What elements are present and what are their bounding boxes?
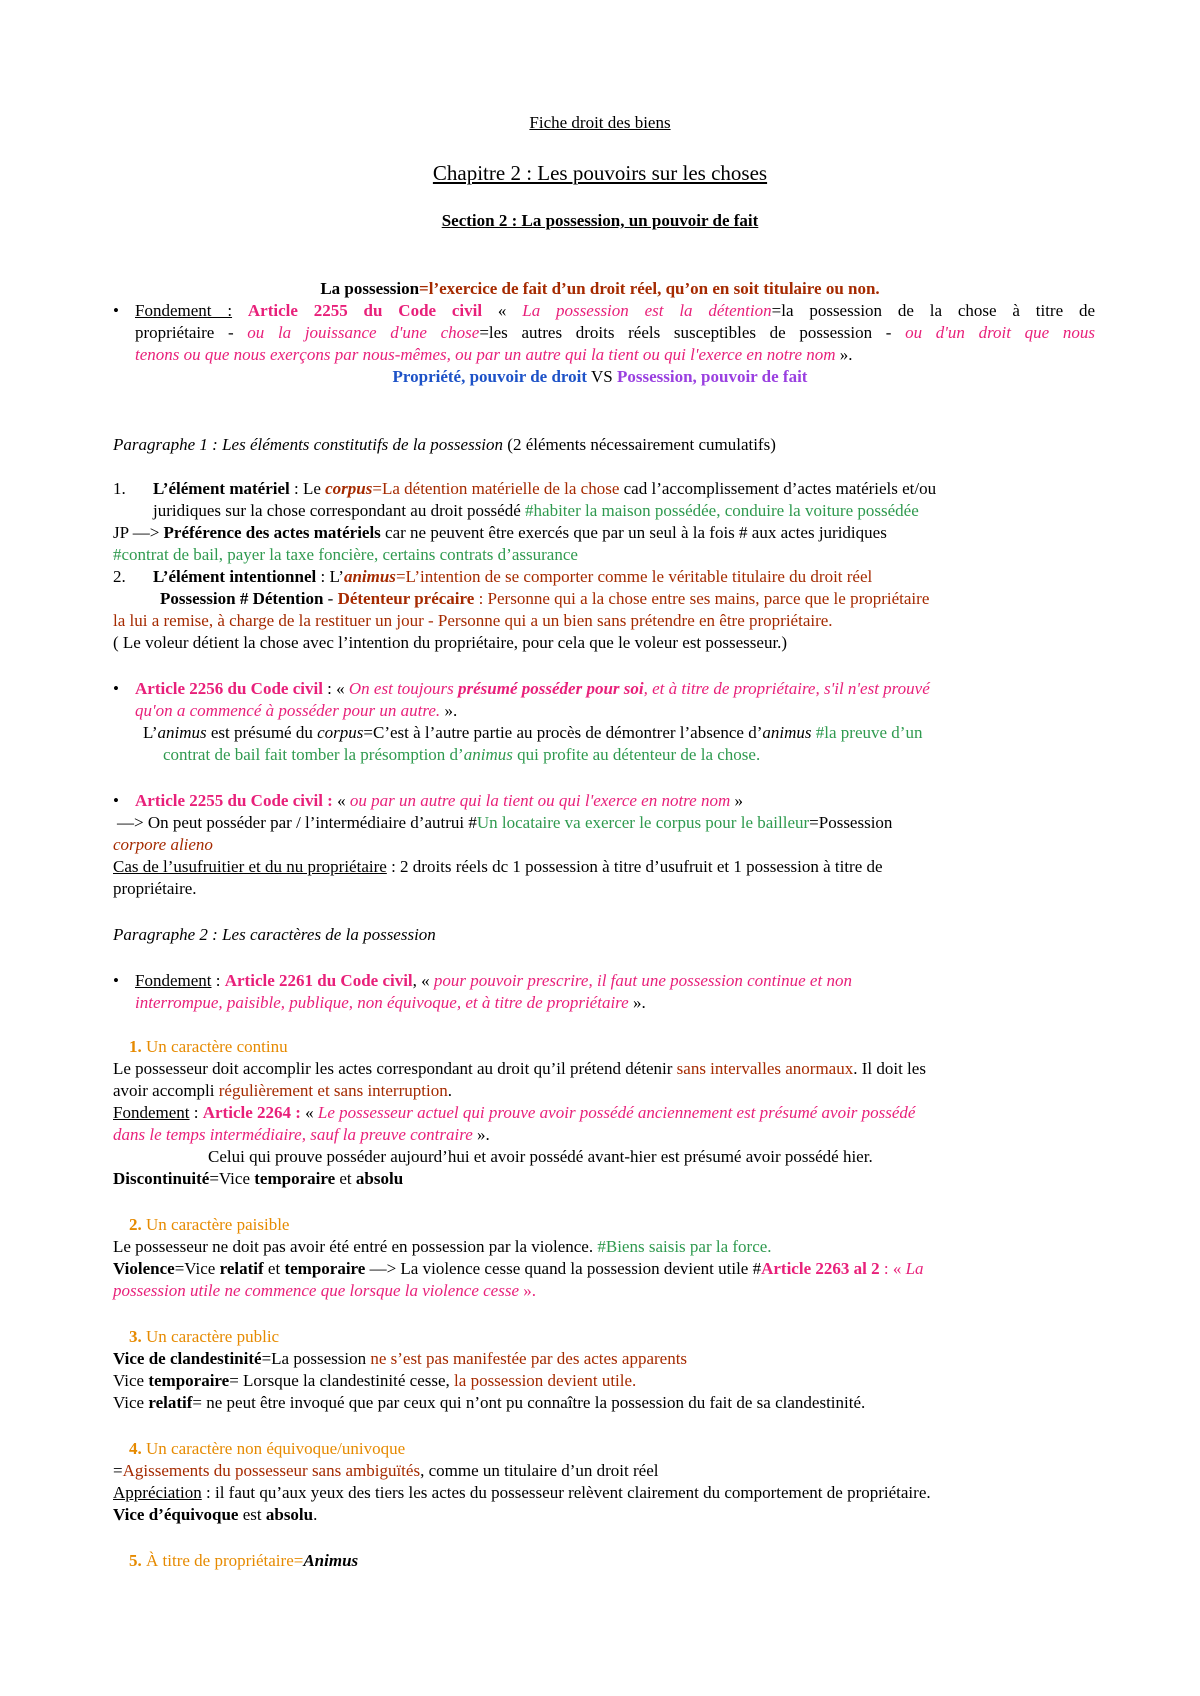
- text-line: [113, 790, 119, 812]
- text-run: ( Le voleur détient la chose avec l’intention du propriétaire, pour cela que le voleur est possesseur.): [113, 633, 788, 652]
- text-run: »: [730, 791, 743, 810]
- text-run: .: [447, 1081, 452, 1100]
- text-run: Paragraphe 1 : Les éléments constitutifs de la possession: [113, 435, 504, 454]
- text-run: La: [905, 1259, 924, 1278]
- text-line: [113, 522, 887, 544]
- text-run: VS: [587, 367, 617, 386]
- text-run: qui profite au détenteur de la chose.: [512, 745, 761, 764]
- text-run: La possession est la détention: [522, 301, 772, 320]
- text-run: 1.: [113, 479, 126, 498]
- text-run: Celui qui prouve posséder aujourd’hui et avoir possédé avant-hier est présumé avoir possédé hier.: [208, 1147, 873, 1166]
- text-run: la possession devient utile.: [454, 1371, 637, 1390]
- text-run: corpore alieno: [113, 835, 213, 854]
- text-run: L’élément matériel: [153, 479, 290, 498]
- text-run: ».: [472, 1125, 490, 1144]
- text-run: =Vice: [209, 1169, 255, 1188]
- text-line: [153, 566, 872, 588]
- text-run: corpus: [317, 723, 364, 742]
- text-run: Le possesseur doit accomplir les actes correspondant au droit qu’il prétend détenir: [113, 1059, 677, 1078]
- text-run: : il faut qu’aux yeux des tiers les actes du possesseur relèvent clairement du comportement de propriétaire.: [201, 1483, 931, 1502]
- text-run: Propriété, pouvoir de droit: [392, 367, 588, 386]
- text-run: et: [263, 1259, 285, 1278]
- text-run: présumé posséder pour soi: [458, 679, 644, 698]
- text-line: [113, 1124, 490, 1146]
- text-run: animus: [157, 723, 207, 742]
- text-run: temporaire: [148, 1371, 230, 1390]
- text-run: •: [113, 971, 119, 990]
- text-run: =La possession: [261, 1349, 371, 1368]
- text-line: [113, 1280, 536, 1302]
- text-run: Un caractère continu: [141, 1037, 288, 1056]
- text-run: ».: [519, 1281, 536, 1300]
- text-line: [0, 162, 1200, 184]
- text-run: , «: [412, 971, 434, 990]
- text-line: [129, 1214, 289, 1236]
- text-run: animus: [343, 567, 396, 586]
- text-line: [113, 1058, 926, 1080]
- text-run: Article 2255 du Code civil: [247, 301, 483, 320]
- text-run: 5.: [129, 1551, 142, 1570]
- text-run: cad l’accomplissement d’actes matériels et/ou: [619, 479, 937, 498]
- text-run: «: [482, 301, 523, 320]
- text-run: On est toujours: [348, 679, 458, 698]
- text-line: [129, 1550, 358, 1572]
- text-run: .: [313, 1505, 318, 1524]
- text-line: [113, 300, 119, 322]
- text-line: [113, 1504, 317, 1526]
- text-run: ».: [440, 701, 458, 720]
- text-run: propriétaire -: [135, 323, 248, 342]
- text-run: juridiques sur la chose correspondant au droit possédé: [153, 501, 526, 520]
- text-run: animus: [762, 723, 812, 742]
- text-run: car ne peuvent être exercés que par un seul à la fois # aux actes juridiques: [380, 523, 887, 542]
- text-line: [208, 1146, 873, 1168]
- text-run: : Personne qui a la chose entre ses mains, parce que le propriétaire: [474, 589, 930, 608]
- text-line: [160, 588, 929, 610]
- text-line: [113, 544, 578, 566]
- text-line: [135, 322, 1095, 344]
- text-run: absolu: [265, 1505, 314, 1524]
- text-run: •: [113, 791, 119, 810]
- text-run: avoir accompli: [113, 1081, 219, 1100]
- text-line: [129, 1326, 279, 1348]
- text-run: contrat de bail fait tomber la présomption d’: [163, 745, 464, 764]
- text-line: [113, 678, 119, 700]
- text-run: est présumé du: [206, 723, 318, 742]
- text-line: [143, 722, 922, 744]
- text-run: :: [189, 1103, 203, 1122]
- text-run: : L’: [316, 567, 344, 586]
- text-run: Article 2264 :: [202, 1103, 301, 1122]
- text-run: •: [113, 679, 119, 698]
- text-run: À titre de propriétaire=: [141, 1551, 304, 1570]
- text-line: [135, 300, 1095, 322]
- text-line: [113, 878, 197, 900]
- text-run: relatif: [219, 1259, 264, 1278]
- text-line: [135, 790, 743, 812]
- text-run: =les autres droits réels susceptibles de possession -: [479, 323, 906, 342]
- text-run: animus: [463, 745, 513, 764]
- text-line: [135, 992, 646, 1014]
- text-line: [135, 970, 852, 992]
- text-run: absolu: [355, 1169, 404, 1188]
- text-line: [113, 610, 833, 632]
- text-run: ou la jouissance d'une chose: [247, 323, 480, 342]
- text-run: =l’exercice de fait d’un droit réel, qu’on en soit titulaire ou non.: [419, 279, 880, 298]
- text-run: Vice: [113, 1371, 149, 1390]
- text-run: qu'on a commencé à posséder pour un autre.: [135, 701, 441, 720]
- text-line: [113, 1370, 636, 1392]
- text-line: [0, 278, 1200, 300]
- text-run: et: [335, 1169, 356, 1188]
- text-run: =: [113, 1461, 123, 1480]
- text-run: 3.: [129, 1327, 142, 1346]
- text-run: ».: [835, 345, 853, 364]
- text-run: Chapitre 2 : Les pouvoirs sur les choses: [432, 161, 768, 185]
- text-run: L’élément intentionnel: [153, 567, 317, 586]
- text-line: [0, 366, 1200, 388]
- text-run: ou par un autre qui la tient ou qui l'exerce en notre nom: [349, 791, 731, 810]
- text-run: =L’intention de se comporter comme le véritable titulaire du droit réel: [395, 567, 873, 586]
- text-run: relatif: [148, 1393, 193, 1412]
- text-run: , et à titre de propriétaire, s'il n'est prouvé: [643, 679, 930, 698]
- text-line: [129, 1036, 288, 1058]
- text-run: 2.: [113, 567, 126, 586]
- text-run: : Le: [289, 479, 326, 498]
- text-run: —> On peut posséder par / l’intermédiaire d’autrui #: [117, 813, 477, 832]
- text-run: Fondement :: [135, 301, 233, 320]
- text-run: corpus: [325, 479, 373, 498]
- text-run: Article 2263 al 2: [761, 1259, 880, 1278]
- text-run: : «: [879, 1259, 906, 1278]
- text-line: [113, 856, 883, 878]
- text-run: •: [113, 301, 119, 320]
- text-run: = ne peut être invoqué que par ceux qui n’ont pu connaître la possession du fait de sa clandestinité.: [192, 1393, 866, 1412]
- text-line: [135, 700, 457, 722]
- text-run: temporaire: [254, 1169, 336, 1188]
- text-line: [113, 566, 126, 588]
- text-run: Un caractère paisible: [141, 1215, 290, 1234]
- text-run: Appréciation: [113, 1483, 202, 1502]
- text-run: Paragraphe 2 : Les caractères de la possession: [113, 925, 436, 944]
- text-line: [113, 632, 787, 654]
- text-run: Fondement: [135, 971, 212, 990]
- text-line: [113, 478, 126, 500]
- text-line: [113, 1080, 452, 1102]
- text-line: [113, 434, 776, 456]
- text-run: :: [211, 971, 225, 990]
- text-run: Vice de clandestinité: [113, 1349, 262, 1368]
- text-run: «: [300, 1103, 318, 1122]
- text-run: Fiche droit des biens: [529, 113, 671, 132]
- text-run: Fondement: [113, 1103, 190, 1122]
- text-run: la lui a remise, à charge de la restituer un jour - Personne qui a un bien sans prétendre en être propriétaire.: [113, 611, 833, 630]
- text-run: L’: [143, 723, 158, 742]
- text-run: =Vice: [174, 1259, 220, 1278]
- text-line: [0, 210, 1200, 232]
- text-run: =C’est à l’autre partie au procès de démontrer l’absence d’: [363, 723, 763, 742]
- text-line: [113, 1482, 931, 1504]
- text-line: [117, 812, 892, 834]
- text-run: =Possession: [809, 813, 893, 832]
- text-line: [153, 478, 936, 500]
- text-run: sans intervalles anormaux: [676, 1059, 854, 1078]
- text-run: #Biens saisis par la force.: [597, 1237, 772, 1256]
- text-run: Section 2 : La possession, un pouvoir de fait: [441, 211, 759, 230]
- text-run: (2 éléments nécessairement cumulatifs): [503, 435, 776, 454]
- text-run: Préférence des actes matériels: [163, 523, 381, 542]
- text-line: [153, 500, 919, 522]
- text-run: : 2 droits réels dc 1 possession à titre d’usufruit et 1 possession à titre de: [386, 857, 883, 876]
- text-line: [113, 1258, 924, 1280]
- text-run: =La détention matérielle de la chose: [372, 479, 620, 498]
- text-run: Violence: [113, 1259, 175, 1278]
- text-run: -: [323, 589, 338, 608]
- text-run: Un locataire va exercer le corpus pour le bailleur: [476, 813, 810, 832]
- text-line: [135, 678, 930, 700]
- text-run: : «: [322, 679, 349, 698]
- text-run: Animus: [303, 1551, 359, 1570]
- text-run: Le possesseur actuel qui prouve avoir possédé anciennement est présumé avoir possédé: [317, 1103, 916, 1122]
- text-run: Possession # Détention: [160, 589, 324, 608]
- text-run: 2.: [129, 1215, 142, 1234]
- text-run: Article 2261 du Code civil: [224, 971, 413, 990]
- text-line: [113, 1168, 403, 1190]
- text-run: temporaire: [284, 1259, 366, 1278]
- text-line: [163, 744, 760, 766]
- text-run: Vice d’équivoque: [113, 1505, 239, 1524]
- text-run: tenons ou que nous exerçons par nous-mêmes, ou par un autre qui la tient ou qui l'exerce en notre nom: [135, 345, 836, 364]
- text-run: Article 2255 du Code civil :: [135, 791, 333, 810]
- text-run: pour pouvoir prescrire, il faut une possession continue et non: [433, 971, 852, 990]
- text-line: [113, 1348, 687, 1370]
- text-run: possession utile ne commence que lorsque la violence cesse: [113, 1281, 519, 1300]
- text-line: [113, 924, 436, 946]
- text-run: = Lorsque la clandestinité cesse,: [229, 1371, 455, 1390]
- text-line: [135, 344, 853, 366]
- text-run: «: [332, 791, 350, 810]
- text-line: [113, 834, 213, 856]
- text-line: [113, 1236, 772, 1258]
- text-run: ne s’est pas manifestée par des actes apparents: [370, 1349, 688, 1368]
- text-line: [129, 1438, 405, 1460]
- text-run: #contrat de bail, payer la taxe foncière, certains contrats d’assurance: [113, 545, 578, 564]
- text-line: [0, 112, 1200, 134]
- text-run: Article 2256 du Code civil: [135, 679, 323, 698]
- text-run: interrompue, paisible, publique, non équivoque, et à titre de propriétaire: [135, 993, 629, 1012]
- text-run: Vice: [113, 1393, 149, 1412]
- text-run: La possession: [320, 279, 420, 298]
- text-run: est: [238, 1505, 266, 1524]
- text-run: Le possesseur ne doit pas avoir été entré en possession par la violence.: [113, 1237, 598, 1256]
- text-run: ou d'un droit que nous: [905, 323, 1095, 342]
- text-run: #habiter la maison possédée, conduire la voiture possédée: [525, 501, 919, 520]
- text-line: [113, 1102, 915, 1124]
- text-run: #la preuve d’un: [815, 723, 923, 742]
- text-run: , comme un titulaire d’un droit réel: [420, 1461, 659, 1480]
- text-line: [113, 1460, 658, 1482]
- text-run: Détenteur précaire: [337, 589, 475, 608]
- text-run: 1.: [129, 1037, 142, 1056]
- text-run: Un caractère public: [141, 1327, 280, 1346]
- text-run: Cas de l’usufruitier et du nu propriétaire: [113, 857, 387, 876]
- text-line: [113, 970, 119, 992]
- text-run: =la possession de la chose à titre de: [771, 301, 1096, 320]
- text-run: JP —>: [113, 523, 164, 542]
- text-line: [113, 1392, 865, 1414]
- text-run: 4.: [129, 1439, 142, 1458]
- text-run: Un caractère non équivoque/univoque: [141, 1439, 406, 1458]
- text-run: propriétaire.: [113, 879, 197, 898]
- text-run: —> La violence cesse quand la possession devient utile #: [365, 1259, 762, 1278]
- text-run: Possession, pouvoir de fait: [616, 367, 808, 386]
- text-run: . Il doit les: [853, 1059, 926, 1078]
- text-run: ».: [628, 993, 646, 1012]
- text-run: [232, 301, 248, 320]
- text-run: Discontinuité: [113, 1169, 210, 1188]
- text-run: dans le temps intermédiaire, sauf la preuve contraire: [113, 1125, 473, 1144]
- text-run: régulièrement et sans interruption: [218, 1081, 448, 1100]
- text-run: Agissements du possesseur sans ambiguïtés: [122, 1461, 421, 1480]
